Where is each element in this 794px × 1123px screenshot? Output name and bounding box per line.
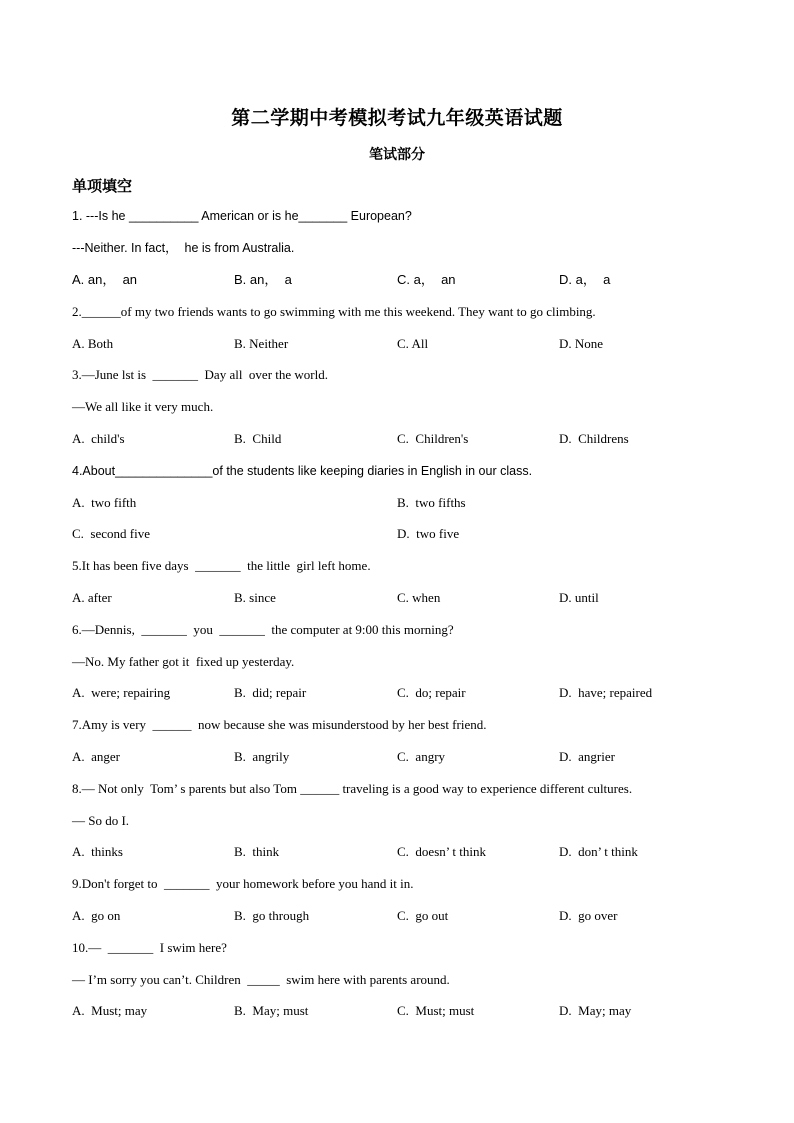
question-5-option-c: C. when — [397, 590, 441, 605]
question-2-stem: 2.______of my two friends wants to go swimming with me this weekend. They want to go climbing. — [72, 304, 596, 319]
question-10-option-c: C. Must; must — [397, 1003, 475, 1018]
question-6-option-a: A. were; repairing — [72, 685, 171, 700]
question-8-option-c: C. doesn’ t think — [397, 844, 486, 859]
question-4-stem: 4.About______________of the students like keeping diaries in English in our class. — [72, 464, 533, 478]
question-6-stem: 6.—Dennis, _______ you _______ the computer at 9:00 this morning? — [72, 622, 454, 637]
question-1-option-d: D. a， a — [559, 272, 611, 287]
question-2-option-d: D. None — [559, 336, 604, 351]
question-7-option-d: D. angrier — [559, 749, 615, 764]
question-6-sub: —No. My father got it fixed up yesterday. — [72, 654, 295, 669]
question-4-option-b: B. two fifths — [397, 495, 466, 510]
question-9-option-d: D. go over — [559, 908, 618, 923]
question-10-option-a: A. Must; may — [72, 1003, 148, 1018]
question-3-option-a: A. child's — [72, 431, 125, 446]
question-3-sub: —We all like it very much. — [72, 399, 214, 414]
question-7-option-b: B. angrily — [234, 749, 290, 764]
question-3-stem: 3.—June lst is _______ Day all over the world. — [72, 367, 328, 382]
question-5-option-a: A. after — [72, 590, 112, 605]
question-2-option-b: B. Neither — [234, 336, 289, 351]
question-4-option-c: C. second five — [72, 526, 150, 541]
question-10-sub: — I’m sorry you can’t. Children _____ swim here with parents around. — [72, 972, 450, 987]
question-7-option-c: C. angry — [397, 749, 446, 764]
question-10-option-b: B. May; must — [234, 1003, 309, 1018]
question-8-option-b: B. think — [234, 844, 280, 859]
question-8-option-d: D. don’ t think — [559, 844, 638, 859]
question-6-option-d: D. have; repaired — [559, 685, 653, 700]
question-8-sub: — So do I. — [72, 813, 130, 828]
question-6-option-b: B. did; repair — [234, 685, 307, 700]
question-9-option-b: B. go through — [234, 908, 310, 923]
question-5-option-b: B. since — [234, 590, 276, 605]
question-7-option-a: A. anger — [72, 749, 121, 764]
question-8-stem: 8.— Not only Tom’ s parents but also Tom ______ traveling is a good way to experience different cultures. — [72, 781, 633, 796]
question-5-option-d: D. until — [559, 590, 599, 605]
question-1-stem: 1. ---Is he __________ American or is he_______ European? — [72, 209, 412, 223]
question-3-option-d: D. Childrens — [559, 431, 629, 446]
question-4-option-d: D. two five — [397, 526, 460, 541]
question-1-sub: ---Neither. In fact， he is from Australia. — [72, 241, 295, 255]
question-9-option-c: C. go out — [397, 908, 449, 923]
question-1-option-a: A. an， an — [72, 272, 138, 287]
question-10-stem: 10.— _______ I swim here? — [72, 940, 227, 955]
question-1-option-c: C. a， an — [397, 272, 456, 287]
question-6-option-c: C. do; repair — [397, 685, 466, 700]
question-3-option-b: B. Child — [234, 431, 282, 446]
question-1-option-b: B. an， a — [234, 272, 292, 287]
question-5-stem: 5.It has been five days _______ the little girl left home. — [72, 558, 371, 573]
question-2-option-c: C. All — [397, 336, 429, 351]
question-10-option-d: D. May; may — [559, 1003, 632, 1018]
question-7-stem: 7.Amy is very ______ now because she was misunderstood by her best friend. — [72, 717, 487, 732]
question-4-option-a: A. two fifth — [72, 495, 137, 510]
question-2-option-a: A. Both — [72, 336, 114, 351]
section-heading: 单项填空 — [72, 177, 133, 195]
question-3-option-c: C. Children's — [397, 431, 469, 446]
page-title: 第二学期中考模拟考试九年级英语试题 — [231, 107, 563, 129]
question-8-option-a: A. thinks — [72, 844, 123, 859]
question-9-option-a: A. go on — [72, 908, 121, 923]
page-subtitle: 笔试部分 — [369, 147, 425, 163]
question-9-stem: 9.Don't forget to _______ your homework before you hand it in. — [72, 876, 414, 891]
